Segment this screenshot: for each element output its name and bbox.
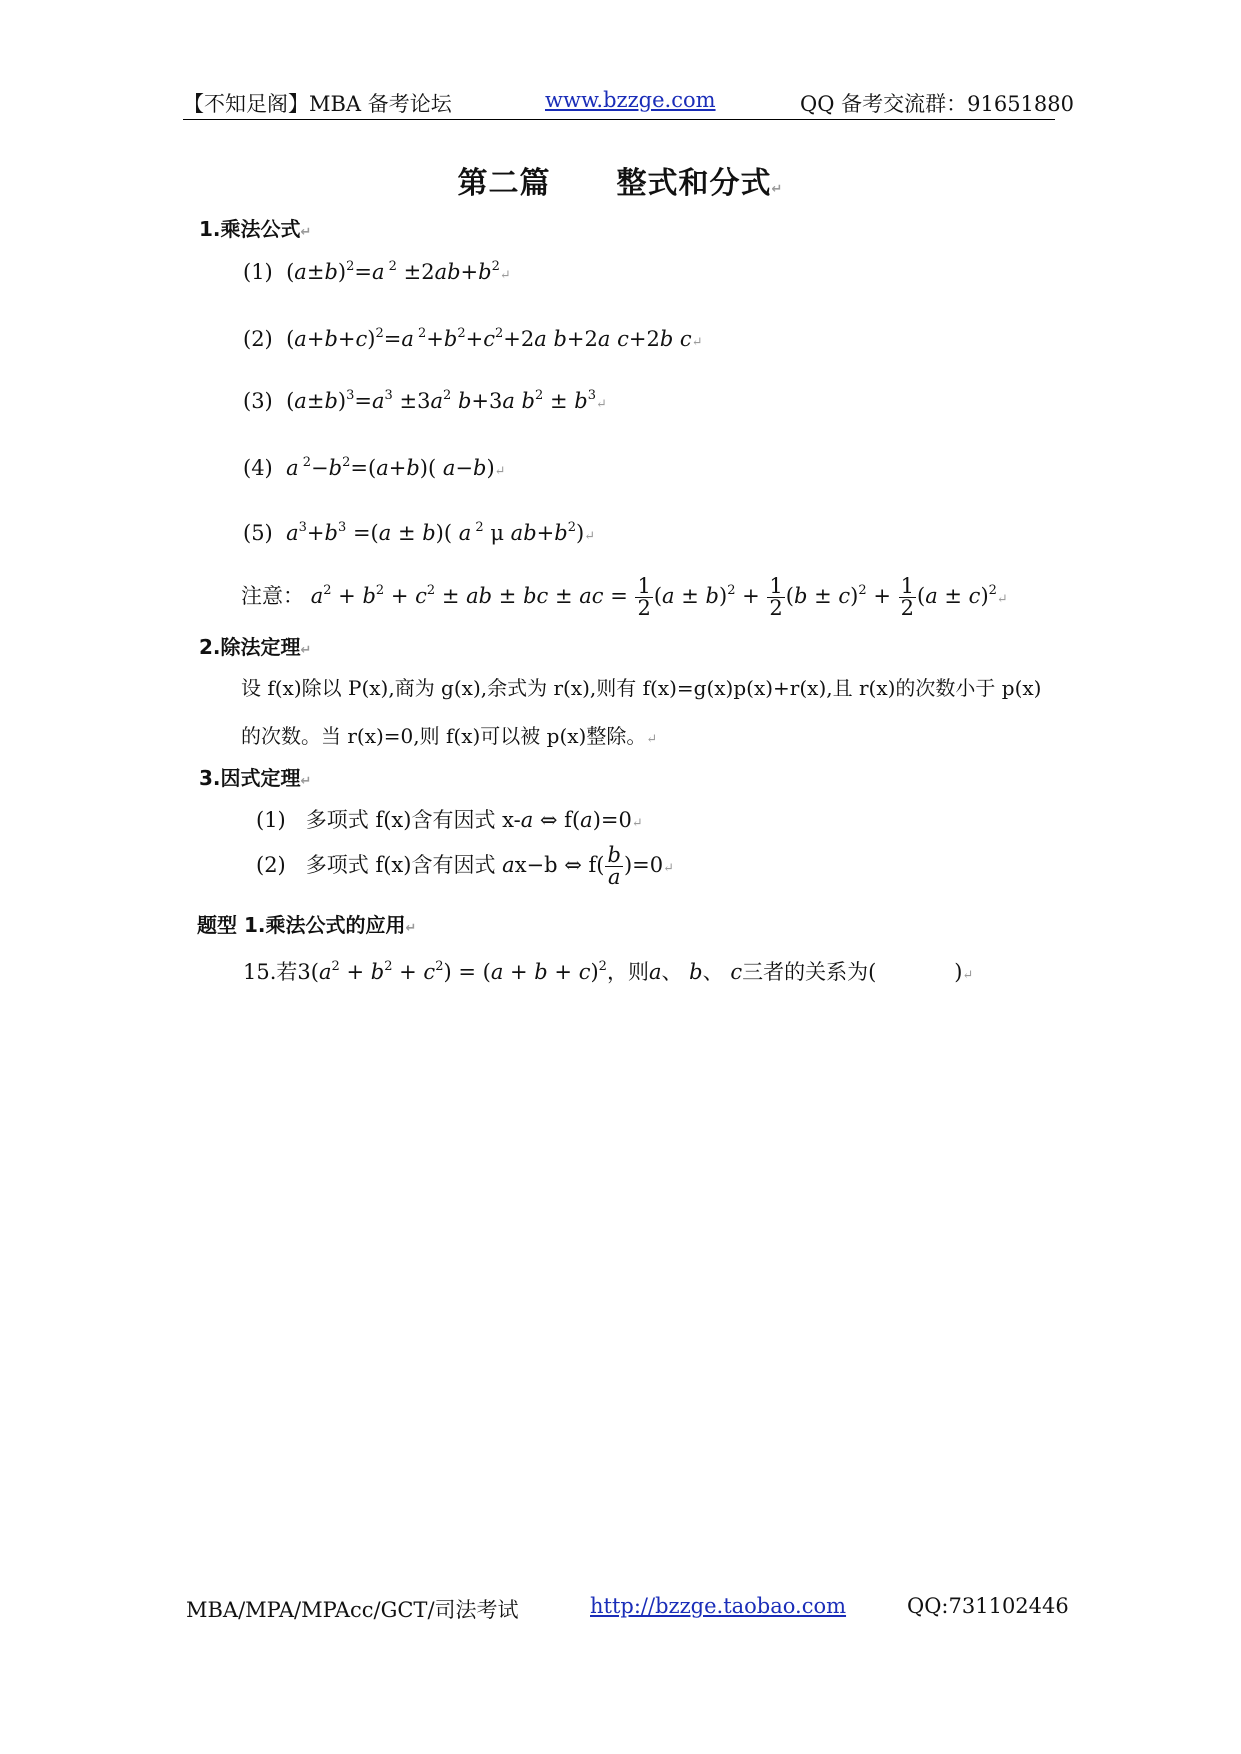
- page-title: 第二篇 整式和分式↵: [457, 166, 784, 201]
- factor-theorem-1: (1) 多项式 f(x)含有因式 x-a ⇔ f(a)=0↵: [256, 808, 643, 832]
- formula-5-label: (5): [243, 521, 273, 545]
- section-heading-division: 2.除法定理↵: [199, 635, 312, 659]
- formula-5: (5) $a^3+b^3 =(a \pm b)$( a $^2$ μ $ab+b^2)↵$: [243, 520, 596, 545]
- header-left-text: 【不知足阁】MBA 备考论坛: [183, 92, 452, 116]
- factor-2-text: 多项式 f(x)含有因式: [305, 853, 496, 877]
- footer-exams: MBA/MPA/MPAcc/GCT/司法考试: [186, 1598, 519, 1622]
- formula-1-label: (1): [243, 260, 273, 284]
- formula-4: (4) a $^2-b^2=(a+b)$( a−b)↵: [243, 455, 506, 480]
- section-heading-exercise: 题型 1.乘法公式的应用↵: [197, 913, 417, 937]
- header-qq-group: QQ 备考交流群：91651880: [800, 92, 1074, 116]
- factor-2-label: (2): [256, 853, 286, 877]
- factor-1-text: 多项式 f(x)含有因式 x-: [305, 808, 521, 832]
- formula-note: 注意： $a^2 + b^2 + c^2$ ± ab ± bc ± ac = $\frac{1}{2}$ $(a \pm b)^2$ + $\frac{1}{2}$ $(b \pm c)^2$ + $\frac{1}{2}$ $(a \pm c)^2↵$: [241, 574, 1008, 620]
- formula-2: (2) $(a+b+c)^2=a$ $^2+b^2+c^2+2a$ b+2a c+2b c↵: [243, 326, 703, 351]
- division-theorem-line-2: 的次数。当 r(x)=0,则 f(x)可以被 p(x)整除。↵: [241, 724, 658, 748]
- formula-4-label: (4): [243, 456, 273, 480]
- title-part: 第二篇: [457, 166, 551, 201]
- factor-theorem-2: (2) 多项式 f(x)含有因式 ax−b ⇔ f( $\frac{b}{a}$ )=0↵: [256, 843, 674, 889]
- formula-1: (1) $(a\pm b)^2=a$ $^2 \pm 2ab+b^2↵$: [243, 259, 511, 284]
- fraction-one-half: $\frac{1}{2}$: [769, 574, 783, 620]
- exercise-number: 15.若: [243, 960, 298, 984]
- formula-3-label: (3): [243, 389, 273, 413]
- formula-note-label: 注意：: [241, 584, 304, 608]
- title-topic: 整式和分式: [616, 166, 772, 201]
- header-divider: [183, 119, 1055, 120]
- footer-shop-link[interactable]: http://bzzge.taobao.com: [590, 1594, 847, 1618]
- section-heading-factor: 3.因式定理↵: [199, 766, 312, 790]
- exercise-question: 三者的关系为(: [742, 960, 877, 984]
- division-theorem-line-1: 设 f(x)除以 P(x),商为 g(x),余式为 r(x),则有 f(x)=g(x)p(x)+r(x),且 r(x)的次数小于 p(x): [241, 676, 1042, 700]
- header-website-link[interactable]: www.bzzge.com: [545, 88, 716, 112]
- fraction-one-half: $\frac{1}{2}$: [900, 574, 914, 620]
- exercise-15: 15.若$3(a^2 + b^2 + c^2) = (a + b + c)^2$，则a、 b、 c三者的关系为( )↵: [243, 959, 974, 984]
- fraction-b-over-a: $\frac{b}{a}$: [607, 843, 621, 889]
- section-heading-multiplication: 1.乘法公式↵: [199, 217, 312, 241]
- fraction-one-half: $\frac{1}{2}$: [637, 574, 651, 620]
- formula-3: (3) $(a\pm b)^3=a^3 \pm 3a^2$ b+3a $b^2$ ± $b^3↵$: [243, 388, 607, 413]
- footer-qq: QQ:731102446: [907, 1594, 1069, 1618]
- formula-2-label: (2): [243, 327, 273, 351]
- factor-1-label: (1): [256, 808, 286, 832]
